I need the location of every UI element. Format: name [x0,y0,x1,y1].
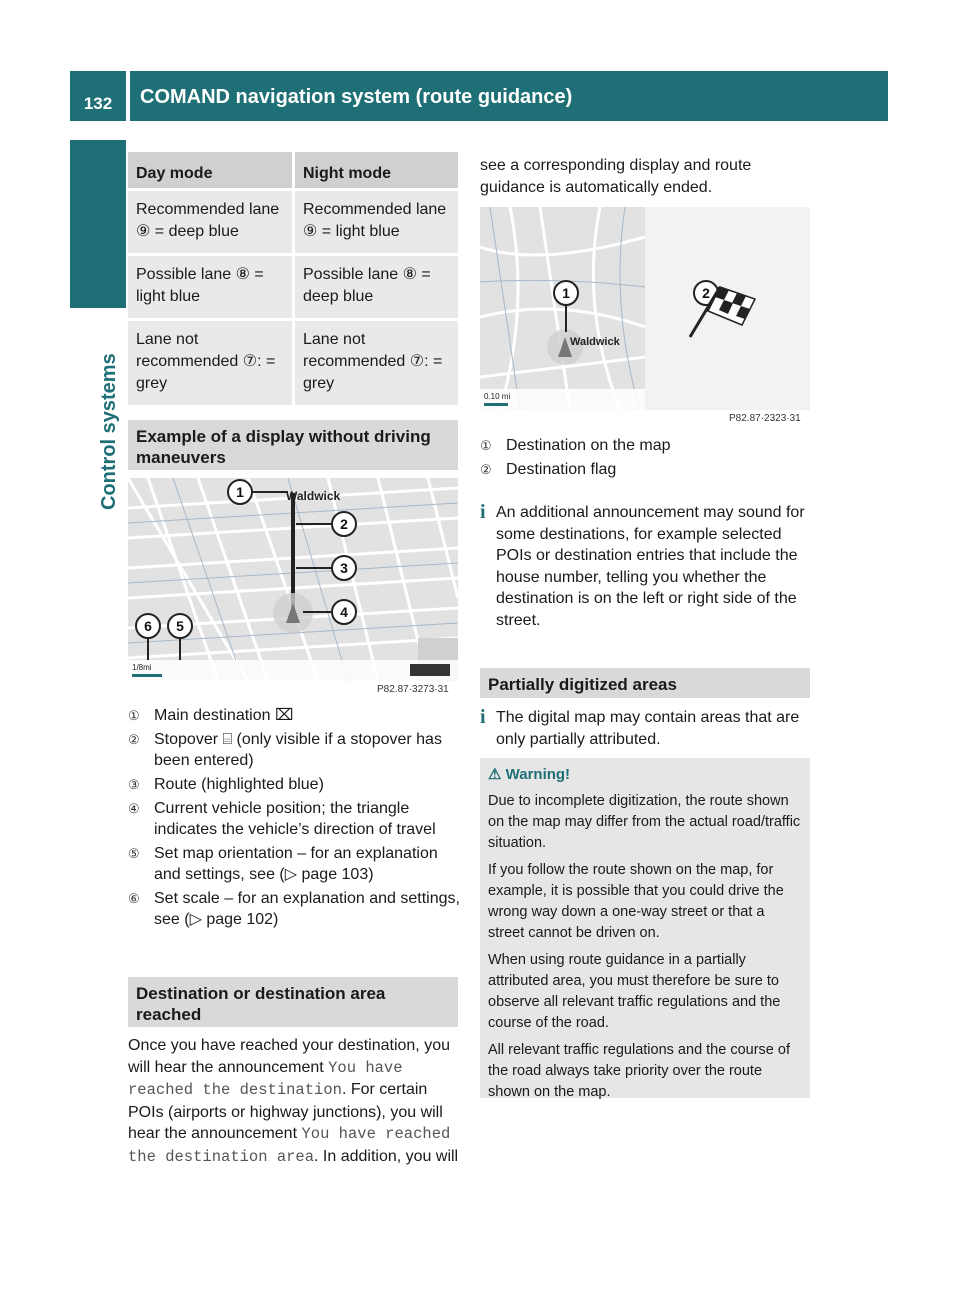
map-town-label: Waldwick [286,489,341,503]
list-item [128,843,460,885]
section-heading-example: Example of a display without driving maneuvers [128,420,458,470]
header-divider [126,71,130,121]
item-text: Route (highlighted blue) [154,776,324,793]
list-item [480,435,810,456]
figure-code-1: P82.87·3273·31 [377,684,449,695]
warning-paragraph: When using route guidance in a partially attributed area, you must therefore be sure to observe all relevant traffic regulations and the course of the road. [488,952,781,1031]
item-number: ① [128,708,140,723]
announcement-text: You have reached the destination [128,1058,403,1099]
table-cell: Recommended lane ⑨ = deep blue [128,190,294,255]
callout-3: 3 [340,560,348,576]
item-number: ④ [128,801,140,816]
section-heading-destination: Destination or destination area reached [128,977,458,1027]
callout-4: 4 [340,604,348,620]
mode-table [128,152,458,405]
table-cell: Recommended lane ⑨ = light blue [294,190,459,255]
info-icon: i [480,706,486,728]
section-heading-partial: Partially digitized areas [480,668,810,698]
item-number: ② [128,732,140,747]
item-text: Main destination ⌧ [154,707,294,724]
list-item [128,888,460,930]
map-town-label: Waldwick [570,336,620,348]
item-number: ① [480,438,492,453]
item-number: ⑤ [128,846,140,861]
legend-list-2 [480,435,810,483]
table-cell: Lane not recommended ⑦: = grey [294,320,459,406]
table-row [128,255,458,320]
item-text: Set scale – for an explanation and settings, see (▷ page 102) [154,890,460,928]
text-run: Once you have reached your destination, you will hear the announcement [128,1037,450,1076]
list-item [128,705,460,726]
item-number: ③ [128,777,140,792]
info-icon: i [480,501,486,523]
map-display-2 [480,207,810,410]
map-graphic-1 [128,478,458,681]
table-row [128,320,458,406]
warning-paragraph: If you follow the route shown on the map, for example, it is possible that you could drive the wrong way down a one-way street or that a street cannot be driven on. [488,862,784,941]
callout-2: 2 [340,516,348,532]
info-text: The digital map may contain areas that are only partially attributed. [496,709,800,748]
table-row [128,190,458,255]
text-run: . In addition, you will [314,1147,459,1165]
page-title: COMAND navigation system (route guidance) [140,86,573,108]
continuation-paragraph: see a corresponding display and route guidance is automatically ended. [480,157,752,196]
text-run: . For certain POIs (airports or highway junctions), you will hear the announcement [128,1081,443,1142]
warning-icon: ⚠ [488,766,502,783]
callout-1: 1 [236,484,244,500]
warning-heading [488,764,802,785]
map-scale-label: 0.10 mi [484,392,511,401]
legend-list-1 [128,705,460,933]
list-item [128,774,460,795]
info-note-1 [480,502,810,631]
callout-6: 6 [144,618,152,634]
table-header: Day mode [128,152,294,190]
warning-title: Warning! [505,766,571,783]
map-display-1 [128,478,458,681]
table-header: Night mode [294,152,459,190]
item-text: Set map orientation – for an explanation and settings, see (▷ page 103) [154,845,438,883]
list-item [128,798,460,840]
item-text: Stopover ⌸ (only visible if a stopover has been entered) [154,731,442,769]
table-cell: Possible lane ⑧ = light blue [128,255,294,320]
callout-2: 2 [702,285,710,301]
map-scale-label: 1/8mi [132,663,152,672]
item-text: Destination on the map [506,437,671,454]
warning-box [480,758,810,1098]
map-graphic-2 [480,207,810,410]
item-text: Destination flag [506,461,617,478]
warning-paragraph: All relevant traffic regulations and the course of the road always take priority over the route shown on the map. [488,1042,790,1100]
figure-code-2: P82.87·2323·31 [729,413,801,424]
info-text: An additional announcement may sound for some destinations, for example selected POIs or destination entries that include the house number, telling you whether the destination is on the left or right side of the street. [496,504,805,629]
side-label [70,320,126,510]
callout-5: 5 [176,618,184,634]
page-number: 132 [83,94,113,113]
destination-paragraph [128,1035,460,1168]
info-note-2 [480,707,810,750]
announcement-text: You have reached the destination area [128,1125,451,1166]
table-cell: Lane not recommended ⑦: = grey [128,320,294,406]
list-item [128,729,460,771]
list-item [480,459,810,480]
callout-1: 1 [562,285,570,301]
table-cell: Possible lane ⑧ = deep blue [294,255,459,320]
side-label-text: Control systems [98,353,120,510]
item-number: ② [480,462,492,477]
warning-paragraph: Due to incomplete digitization, the route shown on the map may differ from the actual road/traffic situation. [488,793,801,851]
item-text: Current vehicle position; the triangle indicates the vehicle’s direction of travel [154,800,436,838]
side-tab [70,140,126,308]
item-number: ⑥ [128,891,140,906]
